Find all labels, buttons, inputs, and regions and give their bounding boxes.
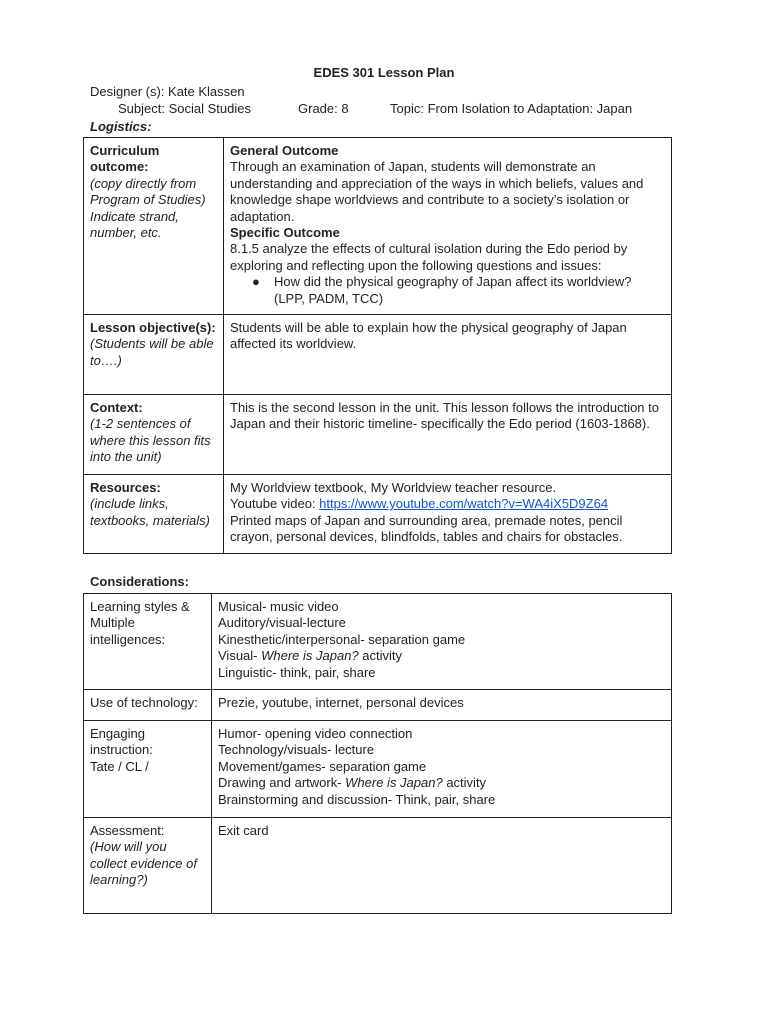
context-note: (1-2 sentences of where this lesson fits into the unit) bbox=[90, 416, 211, 465]
specific-outcome-heading: Specific Outcome bbox=[230, 225, 340, 241]
table-row bbox=[84, 721, 672, 818]
page-title: EDES 301 Lesson Plan bbox=[313, 65, 455, 80]
engaging-label: Engaging instruction: bbox=[90, 726, 153, 758]
considerations-heading: Considerations: bbox=[90, 574, 189, 589]
objective-label-cell bbox=[84, 315, 224, 395]
objective-note: (Students will be able to….) bbox=[90, 336, 214, 368]
item-prefix: Visual- bbox=[218, 648, 262, 664]
engaging-item: Technology/visuals- lecture bbox=[218, 742, 375, 758]
bullet-text: How did the physical geography of Japan affect its worldview? (LPP, PADM, TCC) bbox=[274, 274, 632, 306]
context-label-cell bbox=[84, 395, 224, 475]
subject-field: Subject: Social Studies bbox=[118, 101, 251, 116]
engaging-item: Brainstorming and discussion- Think, pair, share bbox=[218, 791, 496, 807]
engaging-item: Movement/games- separation game bbox=[218, 758, 427, 774]
grade-field: Grade: 8 bbox=[298, 101, 349, 116]
resources-label-cell bbox=[84, 475, 224, 554]
assessment-content-cell bbox=[212, 818, 672, 914]
engaging-label-cell bbox=[84, 721, 212, 818]
learning-style-item: Auditory/visual-lecture bbox=[218, 615, 346, 631]
table-row bbox=[84, 690, 672, 721]
technology-label-cell bbox=[84, 690, 212, 721]
table-row bbox=[84, 818, 672, 914]
learning-styles-label: Learning styles & Multiple intelligences: bbox=[90, 599, 190, 647]
learning-styles-content-cell bbox=[212, 594, 672, 690]
considerations-table bbox=[83, 593, 672, 914]
general-outcome-heading: General Outcome bbox=[230, 143, 339, 158]
item-suffix: activity bbox=[358, 648, 403, 664]
logistics-heading: Logistics: bbox=[90, 119, 152, 134]
objective-text: Students will be able to explain how the physical geography of Japan affected its worldview. bbox=[230, 320, 627, 352]
resources-line3: Printed maps of Japan and surrounding area, premade notes, pencil crayon, personal devices, blindfolds, tables and chairs for obstacles. bbox=[230, 512, 623, 545]
resources-video-line bbox=[230, 496, 665, 512]
technology-text: Prezie, youtube, internet, personal devices bbox=[218, 695, 464, 710]
curriculum-label-cell bbox=[84, 138, 224, 315]
resources-line1: My Worldview textbook, My Worldview teacher resource. bbox=[230, 480, 557, 495]
learning-style-item bbox=[218, 648, 665, 664]
table-row bbox=[84, 594, 672, 690]
resources-content-cell bbox=[224, 475, 672, 554]
engaging-sublabel: Tate / CL / bbox=[90, 758, 149, 774]
objective-label: Lesson objective(s): bbox=[90, 320, 216, 335]
context-content-cell bbox=[224, 395, 672, 475]
item-activity-title: Where is Japan? bbox=[345, 775, 443, 791]
table-row bbox=[84, 395, 672, 475]
video-label: Youtube video: bbox=[230, 496, 320, 512]
technology-label: Use of technology: bbox=[90, 695, 198, 710]
learning-styles-label-cell bbox=[84, 594, 212, 690]
item-activity-title: Where is Japan? bbox=[261, 648, 359, 664]
resources-note: (include links, textbooks, materials) bbox=[90, 496, 210, 528]
learning-style-item: Musical- music video bbox=[218, 599, 339, 614]
curriculum-label: Curriculum outcome: bbox=[90, 143, 160, 175]
specific-outcome-bullet bbox=[230, 274, 665, 307]
table-row bbox=[84, 315, 672, 395]
assessment-note: (How will you collect evidence of learning?) bbox=[90, 839, 197, 888]
engaging-item: Humor- opening video connection bbox=[218, 726, 413, 741]
general-outcome-text: Through an examination of Japan, students will demonstrate an understanding and appreciation of the ways in which beliefs, values and knowledge shape worldviews and contribute to a society’s isolation or adaptation. bbox=[230, 159, 644, 224]
context-label: Context: bbox=[90, 400, 143, 415]
technology-content-cell bbox=[212, 690, 672, 721]
table-row bbox=[84, 138, 672, 315]
logistics-table bbox=[83, 137, 672, 554]
resources-label: Resources: bbox=[90, 480, 161, 495]
engaging-content-cell bbox=[212, 721, 672, 818]
curriculum-content-cell bbox=[224, 138, 672, 315]
objective-content-cell bbox=[224, 315, 672, 395]
bullet-icon: ● bbox=[252, 274, 260, 290]
item-suffix: activity bbox=[442, 775, 487, 791]
context-text: This is the second lesson in the unit. This lesson follows the introduction to Japan and their historic timeline- specifically the Edo period (1603-1868). bbox=[230, 400, 659, 432]
youtube-link[interactable]: https://www.youtube.com/watch?v=WA4iX5D9Z64 bbox=[319, 496, 609, 512]
table-row bbox=[84, 475, 672, 554]
engaging-item bbox=[218, 775, 665, 791]
learning-style-item: Linguistic- think, pair, share bbox=[218, 664, 376, 680]
topic-field: Topic: From Isolation to Adaptation: Japan bbox=[390, 101, 633, 116]
curriculum-note: (copy directly from Program of Studies) Indicate strand, number, etc. bbox=[90, 175, 206, 241]
specific-outcome-text: 8.1.5 analyze the effects of cultural isolation during the Edo period by exploring and reflecting upon the following questions and issues: bbox=[230, 241, 628, 273]
assessment-label-cell bbox=[84, 818, 212, 914]
assessment-label: Assessment: bbox=[90, 823, 165, 838]
designer-line: Designer (s): Kate Klassen bbox=[90, 84, 245, 99]
assessment-text: Exit card bbox=[218, 823, 269, 838]
learning-style-item: Kinesthetic/interpersonal- separation game bbox=[218, 631, 466, 647]
item-prefix: Drawing and artwork- bbox=[218, 775, 346, 791]
